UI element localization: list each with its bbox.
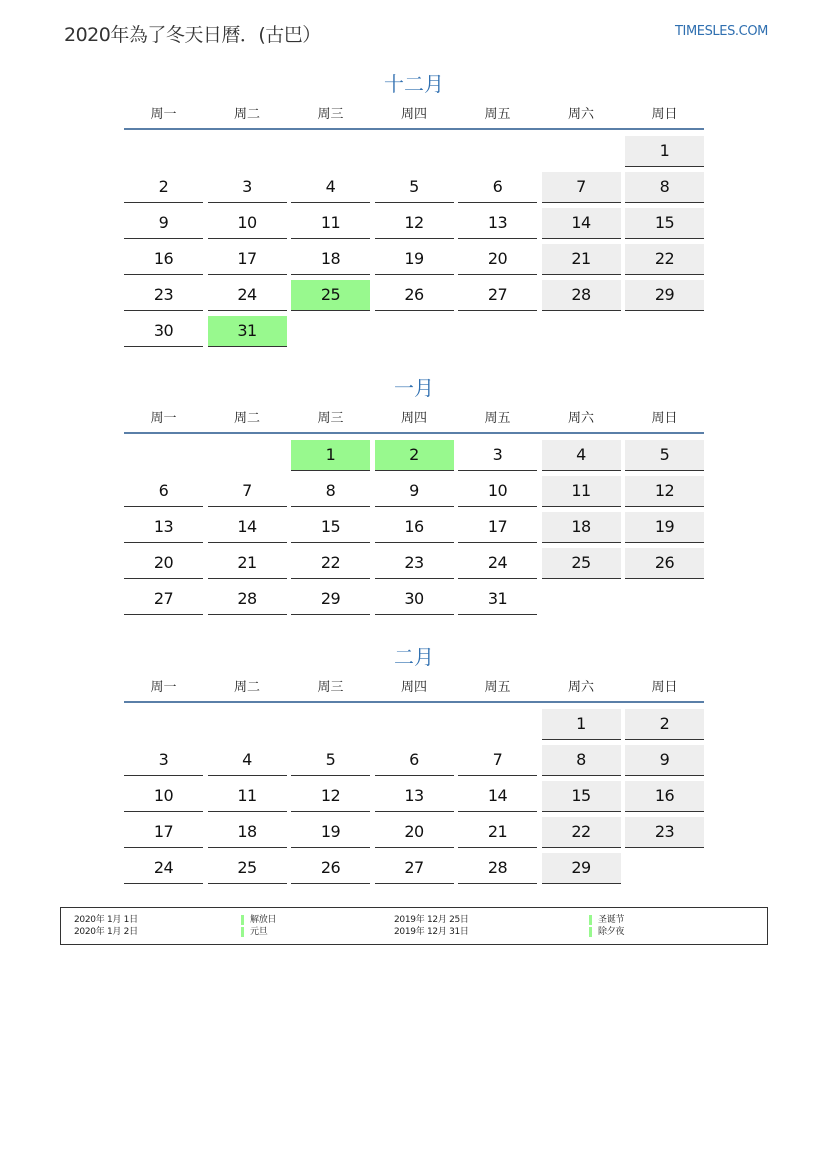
legend-date: 2020年 1月 1日 <box>74 915 138 925</box>
legend-date: 2019年 12月 25日 <box>394 915 469 925</box>
holiday-day-cell: 2 <box>375 440 454 471</box>
holiday-legend <box>60 907 768 945</box>
month-january <box>124 374 704 615</box>
empty-day-cell <box>375 709 454 740</box>
weekend-day-cell: 1 <box>625 136 704 167</box>
weekend-day-cell: 18 <box>542 512 621 543</box>
day-cell: 4 <box>208 745 287 776</box>
day-cell: 17 <box>208 244 287 275</box>
day-cell: 17 <box>124 817 203 848</box>
weekday-label: 周日 <box>651 107 678 122</box>
day-cell: 11 <box>208 781 287 812</box>
weekday-label: 周日 <box>651 680 678 695</box>
empty-day-cell <box>208 709 287 740</box>
weekend-day-cell: 29 <box>625 280 704 311</box>
day-cell: 24 <box>208 280 287 311</box>
day-cell: 7 <box>458 745 537 776</box>
weekday-label: 周六 <box>567 411 594 426</box>
legend-date: 2019年 12月 31日 <box>394 927 469 937</box>
day-cell: 20 <box>375 817 454 848</box>
weekday-label: 周四 <box>400 107 427 122</box>
weekday-header <box>124 102 704 130</box>
weekend-day-cell: 1 <box>542 709 621 740</box>
day-cell: 20 <box>458 244 537 275</box>
empty-day-cell <box>458 709 537 740</box>
weekday-label: 周五 <box>484 680 511 695</box>
weekday-label: 周一 <box>150 107 177 122</box>
day-cell: 3 <box>124 745 203 776</box>
weekday-label: 周三 <box>317 107 344 122</box>
weekend-day-cell: 15 <box>625 208 704 239</box>
weekend-day-cell: 16 <box>625 781 704 812</box>
day-cell: 27 <box>375 853 454 884</box>
weekend-day-cell: 4 <box>542 440 621 471</box>
day-cell: 28 <box>208 584 287 615</box>
weekday-header <box>124 406 704 434</box>
day-cell: 18 <box>291 244 370 275</box>
day-cell: 10 <box>208 208 287 239</box>
weekend-day-cell: 9 <box>625 745 704 776</box>
day-cell: 21 <box>208 548 287 579</box>
weekend-day-cell: 11 <box>542 476 621 507</box>
weekend-day-cell: 5 <box>625 440 704 471</box>
weekday-label: 周二 <box>233 680 260 695</box>
weekday-label: 周六 <box>567 107 594 122</box>
weekend-day-cell: 2 <box>625 709 704 740</box>
day-cell: 26 <box>291 853 370 884</box>
day-cell: 3 <box>458 440 537 471</box>
holiday-color-marker <box>589 927 592 937</box>
weekday-label: 周四 <box>400 411 427 426</box>
weekday-label: 周四 <box>400 680 427 695</box>
weekend-day-cell: 8 <box>625 172 704 203</box>
empty-day-cell <box>458 136 537 167</box>
day-cell: 13 <box>124 512 203 543</box>
weekend-day-cell: 7 <box>542 172 621 203</box>
day-cell: 14 <box>208 512 287 543</box>
legend-date: 2020年 1月 2日 <box>74 927 138 937</box>
day-cell: 25 <box>208 853 287 884</box>
empty-day-cell <box>291 136 370 167</box>
weekend-day-cell: 14 <box>542 208 621 239</box>
month-title: 一月 <box>394 376 434 400</box>
day-cell: 20 <box>124 548 203 579</box>
day-cell: 16 <box>124 244 203 275</box>
day-cell: 7 <box>208 476 287 507</box>
empty-day-cell <box>291 709 370 740</box>
empty-day-cell <box>124 136 203 167</box>
empty-day-cell <box>375 136 454 167</box>
day-cell: 23 <box>375 548 454 579</box>
weekday-header <box>124 675 704 703</box>
weekday-label: 周五 <box>484 107 511 122</box>
day-cell: 27 <box>458 280 537 311</box>
day-cell: 13 <box>458 208 537 239</box>
day-cell: 22 <box>291 548 370 579</box>
day-cell: 31 <box>458 584 537 615</box>
day-cell: 6 <box>458 172 537 203</box>
weekend-day-cell: 23 <box>625 817 704 848</box>
weekday-label: 周一 <box>150 411 177 426</box>
day-cell: 17 <box>458 512 537 543</box>
weekend-day-cell: 19 <box>625 512 704 543</box>
month-february <box>124 643 704 884</box>
days-grid <box>124 709 704 884</box>
day-cell: 24 <box>124 853 203 884</box>
day-cell: 9 <box>124 208 203 239</box>
day-cell: 8 <box>291 476 370 507</box>
day-cell: 6 <box>375 745 454 776</box>
holiday-day-cell: 1 <box>291 440 370 471</box>
month-title: 二月 <box>394 645 434 669</box>
day-cell: 10 <box>124 781 203 812</box>
weekend-day-cell: 28 <box>542 280 621 311</box>
holiday-day-cell: 25 <box>291 280 370 311</box>
weekend-day-cell: 22 <box>542 817 621 848</box>
day-cell: 15 <box>291 512 370 543</box>
day-cell: 28 <box>458 853 537 884</box>
legend-holiday-name: 圣诞节 <box>598 915 625 925</box>
day-cell: 12 <box>375 208 454 239</box>
page-title: 2020年為了冬天日曆．(古巴） <box>64 24 321 46</box>
legend-holiday-name: 除夕夜 <box>598 927 625 937</box>
day-cell: 9 <box>375 476 454 507</box>
empty-day-cell <box>542 136 621 167</box>
empty-day-cell <box>208 136 287 167</box>
day-cell: 18 <box>208 817 287 848</box>
weekday-label: 周五 <box>484 411 511 426</box>
holiday-color-marker <box>241 927 244 937</box>
holiday-color-marker <box>589 915 592 925</box>
day-cell: 11 <box>291 208 370 239</box>
legend-row <box>61 926 767 938</box>
day-cell: 10 <box>458 476 537 507</box>
month-december <box>124 70 704 347</box>
days-grid <box>124 136 704 347</box>
day-cell: 5 <box>291 745 370 776</box>
day-cell: 2 <box>124 172 203 203</box>
day-cell: 29 <box>291 584 370 615</box>
weekday-label: 周日 <box>651 411 678 426</box>
legend-holiday-name: 元旦 <box>250 927 268 937</box>
weekend-day-cell: 26 <box>625 548 704 579</box>
site-link[interactable]: TIMESLES.COM <box>674 24 768 39</box>
weekend-day-cell: 22 <box>625 244 704 275</box>
day-cell: 19 <box>291 817 370 848</box>
day-cell: 3 <box>208 172 287 203</box>
weekday-label: 周二 <box>233 411 260 426</box>
day-cell: 5 <box>375 172 454 203</box>
day-cell: 12 <box>291 781 370 812</box>
day-cell: 13 <box>375 781 454 812</box>
legend-row <box>61 914 767 926</box>
weekday-label: 周一 <box>150 680 177 695</box>
day-cell: 14 <box>458 781 537 812</box>
day-cell: 30 <box>375 584 454 615</box>
month-title: 十二月 <box>384 72 444 96</box>
empty-day-cell <box>124 709 203 740</box>
holiday-color-marker <box>241 915 244 925</box>
day-cell: 24 <box>458 548 537 579</box>
weekend-day-cell: 25 <box>542 548 621 579</box>
day-cell: 26 <box>375 280 454 311</box>
weekend-day-cell: 21 <box>542 244 621 275</box>
weekend-day-cell: 29 <box>542 853 621 884</box>
legend-holiday-name: 解放日 <box>250 915 277 925</box>
weekend-day-cell: 15 <box>542 781 621 812</box>
day-cell: 19 <box>375 244 454 275</box>
days-grid <box>124 440 704 615</box>
day-cell: 6 <box>124 476 203 507</box>
weekday-label: 周三 <box>317 411 344 426</box>
day-cell: 23 <box>124 280 203 311</box>
holiday-day-cell: 31 <box>208 316 287 347</box>
weekend-day-cell: 12 <box>625 476 704 507</box>
weekday-label: 周二 <box>233 107 260 122</box>
empty-day-cell <box>124 440 203 471</box>
weekend-day-cell: 8 <box>542 745 621 776</box>
day-cell: 27 <box>124 584 203 615</box>
day-cell: 21 <box>458 817 537 848</box>
day-cell: 16 <box>375 512 454 543</box>
day-cell: 30 <box>124 316 203 347</box>
day-cell: 4 <box>291 172 370 203</box>
weekday-label: 周三 <box>317 680 344 695</box>
weekday-label: 周六 <box>567 680 594 695</box>
empty-day-cell <box>208 440 287 471</box>
